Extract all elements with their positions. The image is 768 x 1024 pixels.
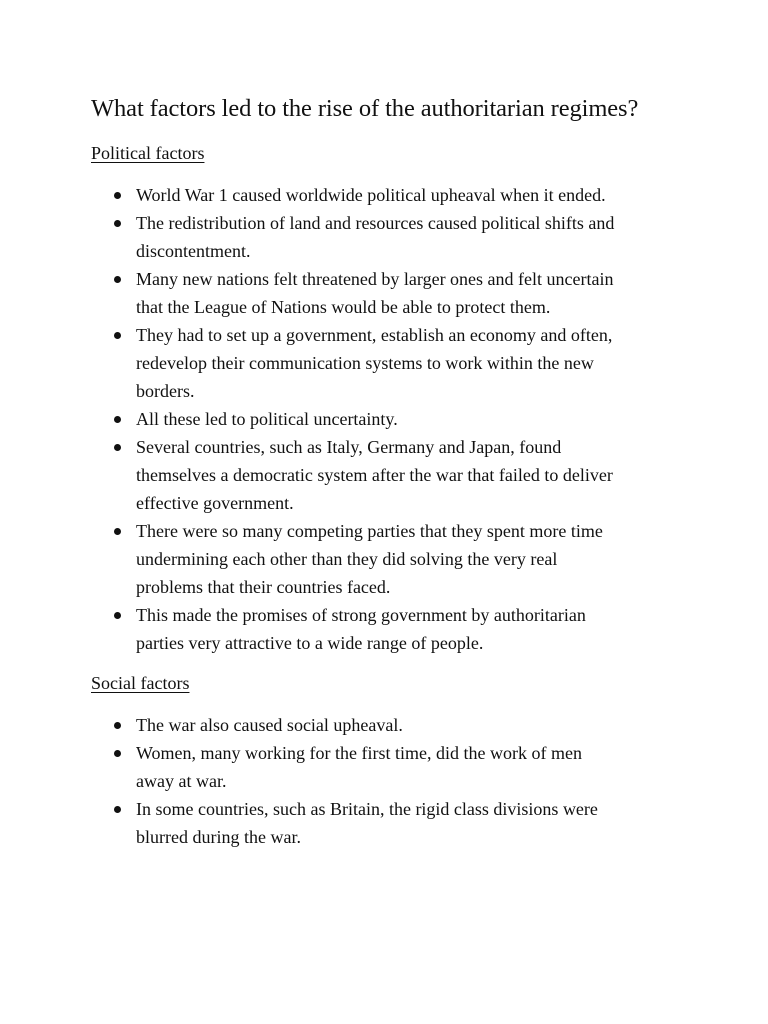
bullet-text-line: They had to set up a government, establish an economy and often, xyxy=(136,325,613,345)
bullet-text-line: borders. xyxy=(136,381,195,401)
bullet-text-line: This made the promises of strong government by authoritarian xyxy=(136,605,586,625)
list-item xyxy=(0,321,696,405)
page-title: What factors led to the rise of the authoritarian regimes? xyxy=(91,95,639,122)
bullet-text-line: parties very attractive to a wide range of people. xyxy=(136,633,484,653)
political-factors-list xyxy=(0,181,768,657)
bullet-text-line: Many new nations felt threatened by larger ones and felt uncertain xyxy=(136,269,614,289)
bullet-text-line: World War 1 caused worldwide political upheaval when it ended. xyxy=(136,185,606,205)
list-item xyxy=(0,209,696,265)
bullet-text-line: themselves a democratic system after the war that failed to deliver xyxy=(136,465,613,485)
list-item xyxy=(0,601,696,657)
list-item xyxy=(0,739,696,795)
list-item xyxy=(0,405,696,433)
section-heading-political-factors: Political factors xyxy=(91,143,205,163)
list-item xyxy=(0,433,696,517)
list-item xyxy=(0,517,696,601)
bullet-text-line: blurred during the war. xyxy=(136,827,301,847)
list-item xyxy=(0,795,696,851)
list-item xyxy=(0,711,696,739)
bullet-text-line: There were so many competing parties that they spent more time xyxy=(136,521,603,541)
bullet-text-line: problems that their countries faced. xyxy=(136,577,391,597)
bullet-text-line: away at war. xyxy=(136,771,227,791)
bullet-text-line: The war also caused social upheaval. xyxy=(136,715,403,735)
bullet-text-line: Several countries, such as Italy, Germany and Japan, found xyxy=(136,437,562,457)
section-heading-social-factors: Social factors xyxy=(91,673,190,693)
bullet-text-line: In some countries, such as Britain, the rigid class divisions were xyxy=(136,799,598,819)
bullet-text-line: The redistribution of land and resources caused political shifts and xyxy=(136,213,615,233)
bullet-text-line: effective government. xyxy=(136,493,294,513)
bullet-text-line: discontentment. xyxy=(136,241,251,261)
bullet-text-line: redevelop their communication systems to work within the new xyxy=(136,353,594,373)
list-item xyxy=(0,265,696,321)
list-item xyxy=(0,181,696,209)
bullet-text-line: Women, many working for the first time, did the work of men xyxy=(136,743,582,763)
social-factors-list xyxy=(0,711,768,851)
bullet-text-line: All these led to political uncertainty. xyxy=(136,409,398,429)
bullet-text-line: that the League of Nations would be able to protect them. xyxy=(136,297,551,317)
bullet-text-line: undermining each other than they did solving the very real xyxy=(136,549,558,569)
